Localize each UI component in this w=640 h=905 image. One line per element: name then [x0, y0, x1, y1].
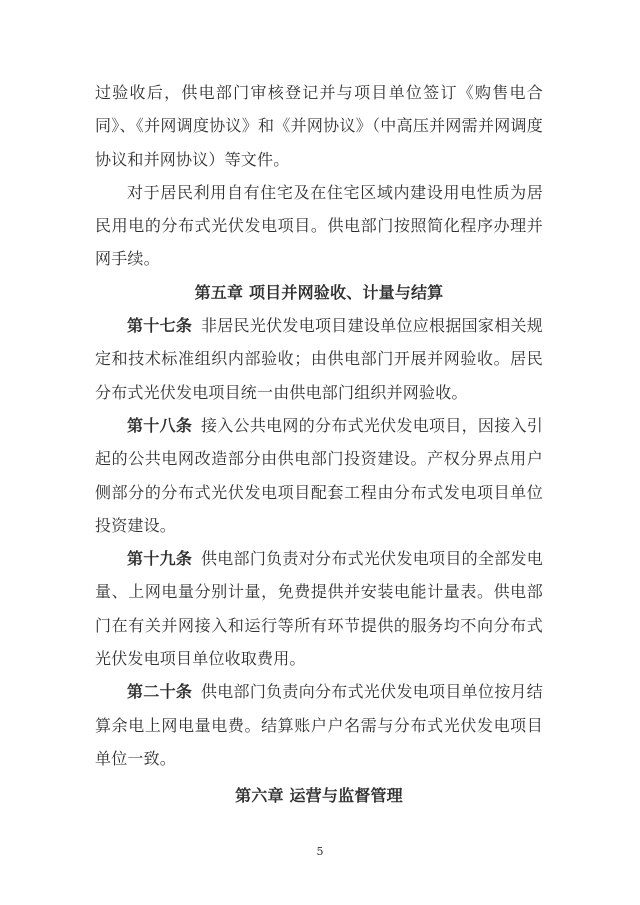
chapter-5-heading: 第五章 项目并网验收、计量与结算 — [194, 282, 444, 302]
paragraph-article-20 — [95, 675, 543, 775]
paragraph-article-18 — [95, 409, 543, 542]
article-17-text: 非居民光伏发电项目建设单位应根据国家相关规定和技术标准组织内部验收；由供电部门开展并网验收。居民分布式光伏发电项目统一由供电部门组织并网验收。 — [95, 316, 543, 402]
paragraph-resident-projects: 对于居民利用自有住宅及在住宅区域内建设用电性质为居民用电的分布式光伏发电项目。供电部门按照简化程序办理并网手续。 — [95, 182, 543, 269]
paragraph-article-19 — [95, 542, 543, 675]
paragraph-article-17 — [95, 309, 543, 409]
article-17-label: 第十七条 — [127, 316, 193, 336]
article-19-label: 第十九条 — [127, 549, 193, 569]
article-20-label: 第二十条 — [127, 682, 193, 702]
chapter-6-heading: 第六章 运营与监督管理 — [235, 786, 403, 806]
paragraph-grid-connection-documents: 过验收后，供电部门审核登记并与项目单位签订《购售电合同》、《并网调度协议》和《并网协议》（中高压并网需并网调度协议和并网协议）等文件。 — [95, 83, 543, 169]
article-19-text: 供电部门负责对分布式光伏发电项目的全部发电量、上网电量分别计量，免费提供并安装电能计量表。供电部门在有关并网接入和运行等所有环节提供的服务均不向分布式光伏发电项目单位收取费用。 — [95, 549, 543, 669]
article-18-label: 第十八条 — [127, 415, 193, 435]
article-20-text: 供电部门负责向分布式光伏发电项目单位按月结算余电上网电量电费。结算账户户名需与分布式光伏发电项目单位一致。 — [95, 682, 543, 768]
article-18-text: 接入公共电网的分布式光伏发电项目，因接入引起的公共电网改造部分由供电部门投资建设。产权分界点用户侧部分的分布式光伏发电项目配套工程由分布式发电项目单位投资建设。 — [95, 415, 543, 535]
page-number: 5 — [316, 845, 324, 858]
